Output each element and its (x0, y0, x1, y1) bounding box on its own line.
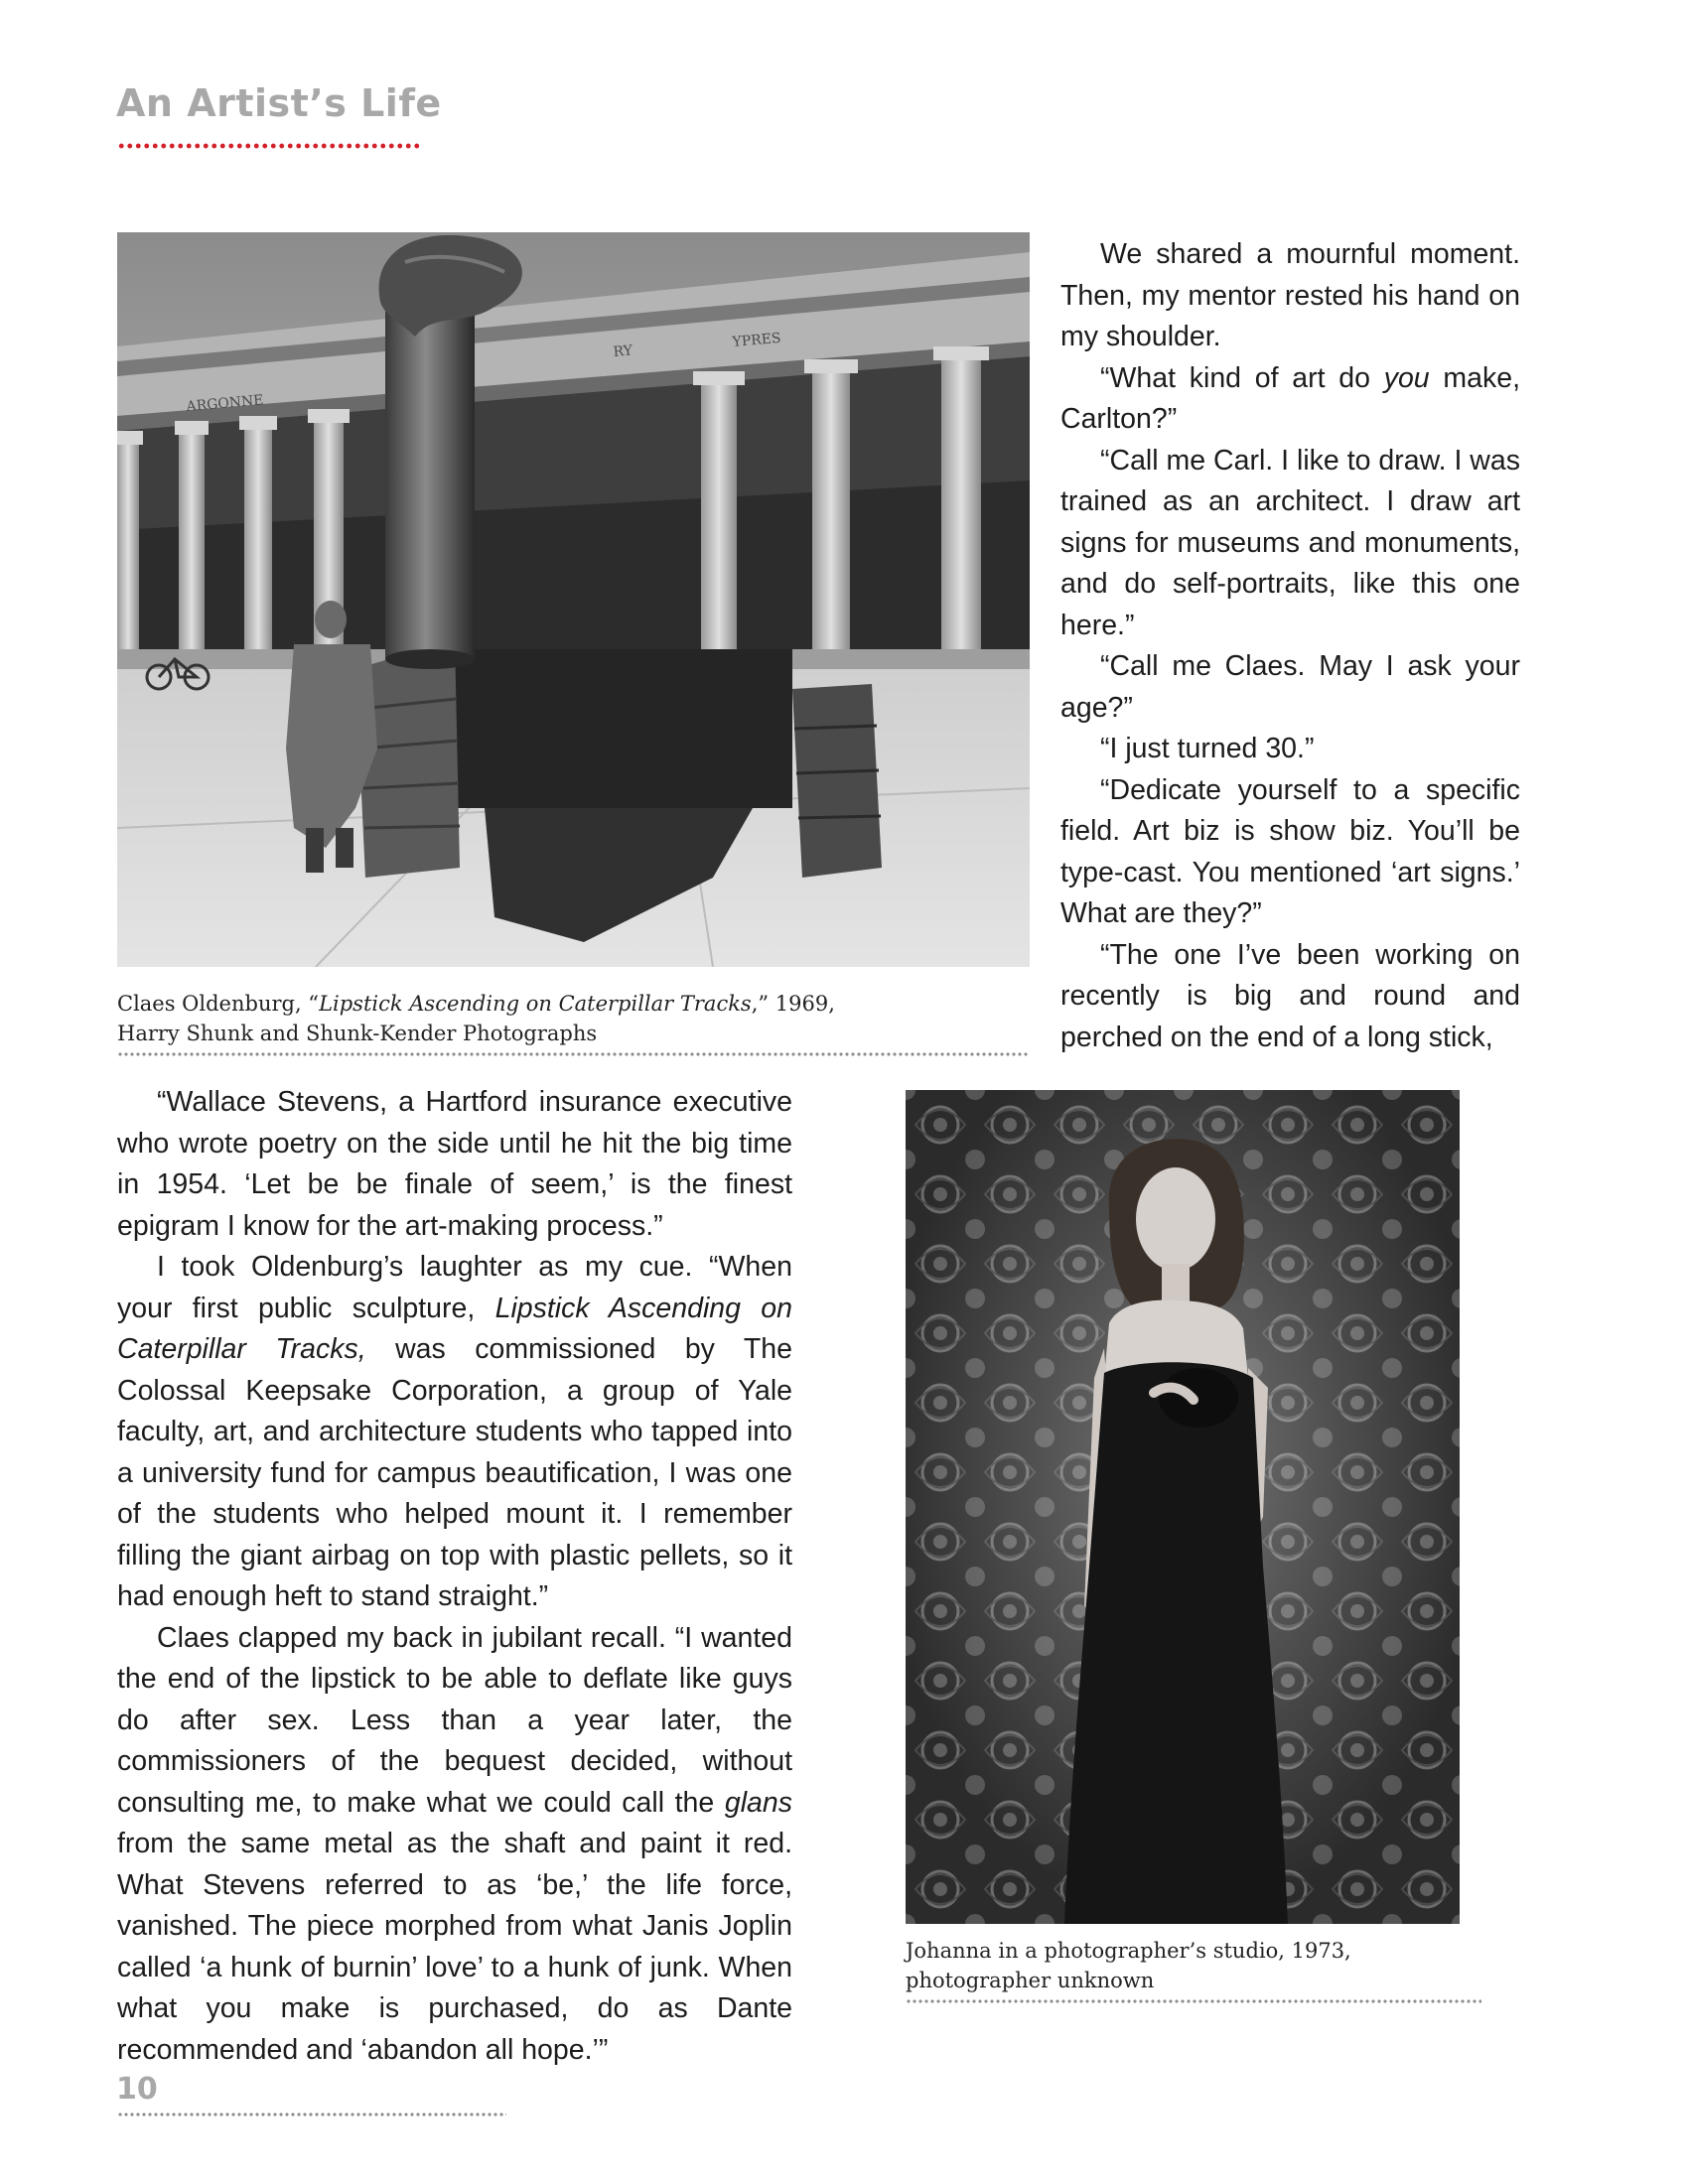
inscription-ypres: YPRES (731, 330, 782, 350)
paragraph (1060, 358, 1520, 441)
emphasis: glans (724, 1786, 792, 1819)
caption-line-2: Harry Shunk and Shunk-Kender Photographs (117, 1022, 598, 1045)
portrait-photo (906, 1090, 1460, 1924)
footer-dotted-rule (117, 2113, 506, 2116)
text-span: from the same metal as the shaft and paint it red. What Stevens referred to as ‘be,’ the life force, vanished. The piece morphed from what Janis Joplin called ‘a hunk of burnin’ love’ to a hunk of junk. When what you make is purchased, do as Dante recommended and ‘abandon all hope.’” (117, 1828, 792, 2066)
portrait-photo-icon (906, 1090, 1460, 1924)
paragraph: “I just turned 30.” (1100, 733, 1315, 764)
emphasis: Lipstick Ascending on Caterpillar Tracks, (117, 1292, 792, 1365)
caption-text: Claes Oldenburg, “ (117, 992, 320, 1016)
paragraph: “Wallace Stevens, a Hartford insurance executive who wrote poetry on the side until he hit the big time in 1954. ‘Let be be finale of seem,’ is the finest epigram I know for the art-making process.” (117, 1086, 792, 1242)
text-span: “What kind of art do (1100, 361, 1384, 394)
paragraph: “Dedicate yourself to a specific field. Art biz is show biz. You’ll be type-cast. You mentioned ‘art signs.’ What are they?” (1060, 773, 1520, 929)
text-span: Claes clapped my back in jubilant recall. “I wanted the end of the lipstick to be able to deflate like guys do after sex. Less than a year later, the commissioners of the bequest decided, without consulting me, to make what we could call the (117, 1621, 792, 1819)
page-number: 10 (116, 2072, 158, 2107)
paragraph: “Call me Claes. May I ask your age?” (1060, 650, 1520, 724)
sculpture-photo-caption (117, 989, 1030, 1048)
caption-line-2: photographer unknown (906, 1969, 1155, 1992)
text-span: make, Carlton?” (1060, 361, 1520, 435)
caption-artwork-title: Lipstick Ascending on Caterpillar Tracks (319, 992, 752, 1016)
left-column-text (117, 1082, 792, 2071)
paragraph (117, 1247, 792, 1618)
running-header: An Artist’s Life (116, 81, 442, 125)
text-span: was commissioned by The Colossal Keepsake Corporation, a group of Yale faculty, art, and architecture students who tapped into a university fund for campus beautification, I was one of the students who helped mount it. I remember filling the giant airbag on top with plastic pellets, so it had enough heft to stand straight.” (117, 1333, 792, 1612)
paragraph: “The one I’ve been working on recently is big and round and perched on the end of a long stick, (1060, 938, 1520, 1053)
paragraph: “Call me Carl. I like to draw. I was trained as an architect. I draw art signs for museums and monuments, and do self-portraits, like this one here.” (1060, 444, 1520, 641)
inscription-ry: RY (612, 342, 633, 360)
emphasis: you (1383, 361, 1430, 394)
inscription-argonne: ARGONNE (185, 392, 265, 415)
sculpture-photo-icon (117, 232, 1030, 967)
header-dotted-rule (117, 143, 421, 149)
right-column-text (1060, 234, 1520, 1058)
caption-dotted-rule (117, 1052, 1030, 1056)
caption-line-1: Johanna in a photographer’s studio, 1973, (906, 1939, 1351, 1963)
caption-text: ,” 1969, (751, 992, 835, 1016)
paragraph: We shared a mournful moment. Then, my mentor rested his hand on my shoulder. (1060, 238, 1520, 352)
paragraph (117, 1618, 792, 2072)
caption-dotted-rule (906, 1999, 1481, 2003)
text-span: I took Oldenburg’s laughter as my cue. “When your first public sculpture, (117, 1251, 792, 1324)
sculpture-photo (117, 232, 1030, 967)
portrait-photo-caption (906, 1936, 1481, 1995)
caption-line-1 (117, 989, 1030, 1019)
